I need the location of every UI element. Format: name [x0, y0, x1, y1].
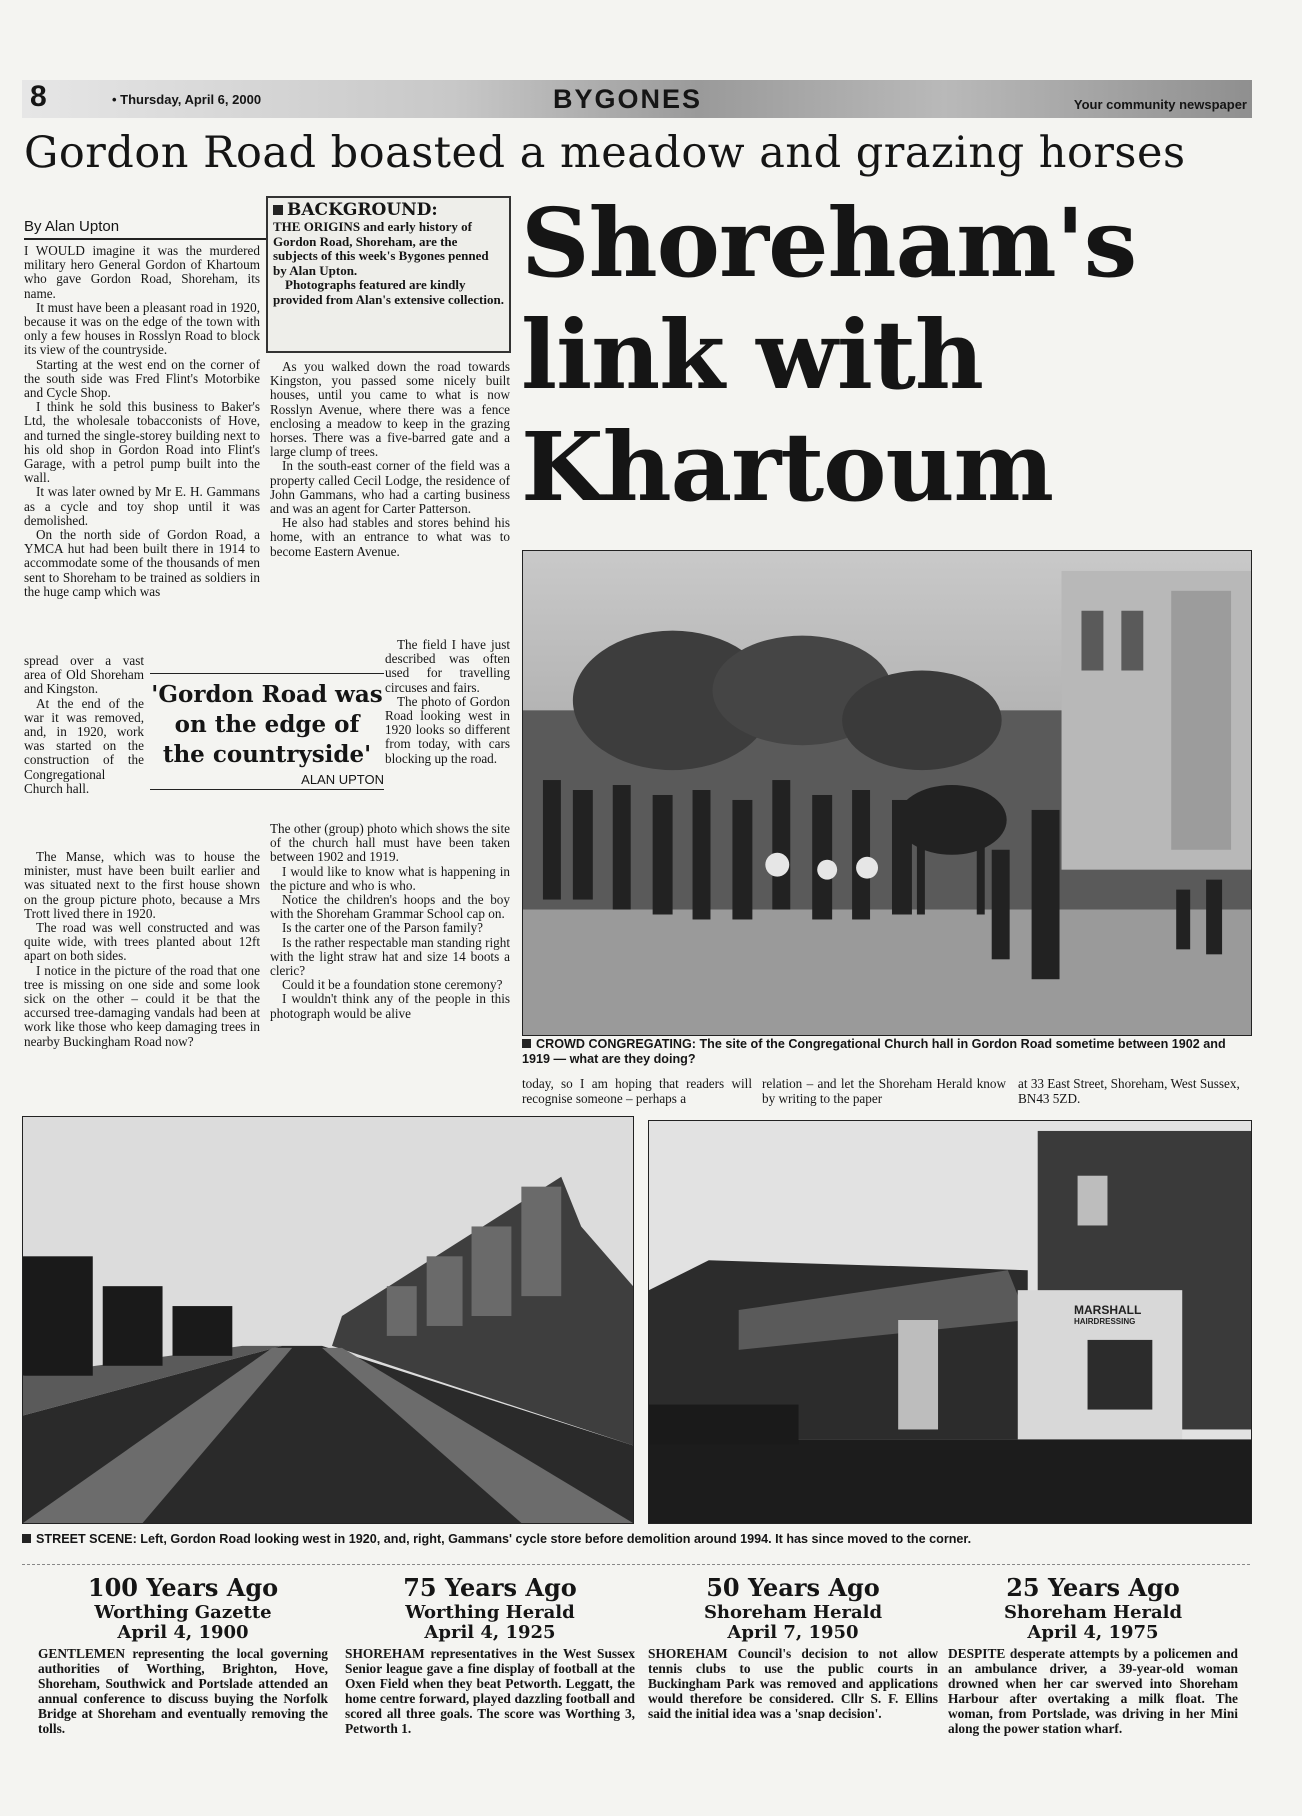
years-ago-date: April 4, 1900: [117, 1622, 249, 1643]
years-ago-text: GENTLEMEN representing the local governing authorities of Worthing, Brighton, Hove, Shoreham, Southwick and Portslade attended an annual conference to discuss buying the Norfolk Bridge at Shoreham and eventually removing the tolls.: [38, 1646, 328, 1736]
years-ago-column: [38, 1574, 328, 1736]
dateline: • Thursday, April 6, 2000: [112, 92, 262, 107]
years-ago-heading: 25 Years Ago: [1006, 1573, 1180, 1602]
years-ago-heading: 50 Years Ago: [706, 1573, 880, 1602]
paragraph: As you walked down the road towards Kingston, you passed some nicely built houses, until you came to what is now Rosslyn Avenue, where there was a fence enclosing a meadow to keep in the grazing horses. There was a five-barred gate and a large clump of trees.: [270, 359, 510, 460]
years-ago-text: SHOREHAM Council's decision to not allow tennis clubs to use the public courts in Buckingham Park was removed and applications would therefore be considered. Cllr S. F. Ellins said the initial idea was a 'snap decision'.: [648, 1646, 938, 1721]
years-ago-date: April 4, 1925: [424, 1622, 556, 1643]
paragraph: The other (group) photo which shows the site of the church hall must have been taken between 1902 and 1919.: [270, 821, 510, 865]
article-column-2-narrow: [385, 638, 510, 766]
paragraph: In the south-east corner of the field was a property called Cecil Lodge, the residence of John Gammans, who had a carting business and was an agent for Carter Patterson.: [270, 458, 510, 517]
paragraph: I WOULD imagine it was the murdered military hero General Gordon of Khartoum who gave Gordon Road, Shoreham, its name.: [24, 243, 260, 301]
paragraph: The photo of Gordon Road looking west in 1920 looks so different from today, with cars blocking up the road.: [385, 693, 510, 766]
paragraph: It was later owned by Mr E. H. Gammans as a cycle and toy shop until it was demolished.: [24, 484, 260, 528]
article-column-1-lower: [24, 850, 260, 1049]
years-ago-text: DESPITE desperate attempts by a policemen and an ambulance driver, a 39-year-old woman drowned when her car swerved into Shoreham Harbour after overtaking a milk float. The woman, from Portslade, was driving in her Mini along the power station wharf.: [948, 1646, 1238, 1736]
article-column-2: [270, 360, 510, 559]
years-ago-paper: Shoreham Herald: [703, 1602, 883, 1623]
background-box: [266, 196, 511, 353]
paragraph: The road was well constructed and was quite wide, with trees planted about 12ft apart on both sides.: [24, 920, 260, 964]
years-ago-heading: 75 Years Ago: [403, 1573, 577, 1602]
paragraph: At the end of the war it was removed, and, in 1920, work was started on the construction of the Congregational Church hall.: [24, 695, 144, 796]
article-column-2-lower: [270, 822, 510, 1021]
paragraph: The field I have just described was often used for travelling circuses and fairs.: [385, 637, 510, 695]
article-column-1-narrow: [24, 654, 144, 796]
years-ago-paper: Shoreham Herald: [1003, 1602, 1183, 1623]
crowd-photo-caption: CROWD CONGREGATING: The site of the Congregational Church hall in Gordon Road sometime between 1902 and 1919 — what are they doing?: [522, 1037, 1226, 1066]
paragraph: Is the carter one of the Parson family?: [282, 920, 484, 936]
shop-sign-sub: HAIRDRESSING: [1074, 1317, 1136, 1326]
years-ago-date: April 7, 1950: [727, 1622, 859, 1643]
pull-quote: [150, 673, 384, 790]
years-ago-date: April 4, 1975: [1027, 1622, 1159, 1643]
background-text: THE ORIGINS and early history of Gordon Road, Shoreham, are the subjects of this week's Bygones penned by Alan Upton.: [273, 219, 489, 278]
paragraph: On the north side of Gordon Road, a YMCA hut had been built there in 1914 to accommodate some of the thousands of men sent to Shoreham to be trained as soldiers in the huge camp which was: [24, 527, 260, 599]
years-ago-column: [345, 1574, 635, 1736]
feature-headline: [521, 188, 1221, 524]
paragraph: Notice the children's hoops and the boy with the Shoreham Grammar School cap on.: [270, 892, 510, 922]
paragraph: spread over a vast area of Old Shoreham and Kingston.: [24, 653, 144, 697]
pull-quote-text: 'Gordon Road was on the edge of the countryside': [151, 681, 383, 768]
article-column-1: [24, 244, 260, 599]
tagline: Your community newspaper: [1073, 97, 1247, 112]
crowd-photo: [522, 550, 1252, 1036]
shop-sign: MARSHALL: [1074, 1303, 1142, 1317]
byline-rule: [24, 238, 274, 240]
years-ago-heading: 100 Years Ago: [87, 1573, 279, 1602]
shop-photo: [648, 1120, 1252, 1524]
paragraph: Could it be a foundation stone ceremony?: [282, 977, 503, 993]
byline: By Alan Upton: [24, 218, 120, 235]
years-ago-column: [948, 1574, 1238, 1736]
continuation-text: at 33 East Street, Shoreham, West Sussex, BN43 5ZD.: [1018, 1076, 1240, 1106]
feature-headline-line: Shoreham's: [521, 188, 1137, 299]
main-headline: Gordon Road boasted a meadow and grazing horses: [24, 128, 1186, 178]
paragraph: The Manse, which was to house the minister, must have been built earlier and was situated next to the first house shown on the group picture photo, because a Mrs Trott lived there in 1920.: [24, 849, 260, 921]
pull-quote-author: ALAN UPTON: [301, 772, 384, 787]
background-text: Photographs featured are kindly provided from Alan's extensive collection.: [273, 277, 504, 307]
paragraph: I wouldn't think any of the people in this photograph would be alive: [270, 991, 510, 1021]
paragraph: I would like to know what is happening in the picture and who is who.: [270, 863, 510, 893]
years-ago-paper: Worthing Herald: [405, 1602, 575, 1623]
paragraph: I notice in the picture of the road that one tree is missing on one side and some look sick on the other – could it be that the accursed tree-damaging vandals had been at work like those who keep damaging trees in nearby Buckingham Road now?: [24, 962, 260, 1049]
years-ago-text: SHOREHAM representatives in the West Sussex Senior league gave a fine display of football at the Oxen Field when they beat Petworth. Leggatt, the home centre forward, played dazzling football and scored all three goals. The score was Worthing 3, Petworth 1.: [345, 1646, 635, 1736]
continuation-text: today, so I am hoping that readers will recognise someone – perhaps a: [522, 1076, 752, 1106]
paragraph: He also had stables and stores behind his home, with an entrance to what was to become Eastern Avenue.: [270, 515, 510, 559]
page-number: 8: [30, 80, 47, 113]
years-ago-column: [648, 1574, 938, 1721]
paragraph: Starting at the west end on the corner of the south side was Fred Flint's Motorbike and Cycle Shop.: [24, 356, 260, 401]
feature-headline-line: Khartoum: [521, 412, 1054, 523]
paragraph: Is the rather respectable man standing right with the light straw hat and size 14 boots a cleric?: [270, 934, 510, 979]
street-photo-caption: STREET SCENE: Left, Gordon Road looking west in 1920, and, right, Gammans' cycle store before demolition around 1994. It has since moved to the corner.: [22, 1532, 1252, 1547]
section-title: BYGONES: [553, 84, 703, 114]
background-title: BACKGROUND:: [273, 201, 504, 220]
continuation-text: relation – and let the Shoreham Herald know by writing to the paper: [762, 1076, 1006, 1106]
feature-headline-line: link with: [521, 300, 983, 411]
street-photo: [22, 1116, 634, 1524]
years-ago-paper: Worthing Gazette: [94, 1602, 272, 1623]
paragraph: I think he sold this business to Baker's Ltd, the wholesale tobacconists of Hove, and turned the single-storey building next to his old shop in Gordon Road into Flint's Garage, with a petrol pump built into the wall.: [24, 399, 260, 486]
paragraph: It must have been a pleasant road in 1920, because it was on the edge of the town with only a few houses in Rosslyn Road to block its view of the countryside.: [24, 299, 260, 358]
